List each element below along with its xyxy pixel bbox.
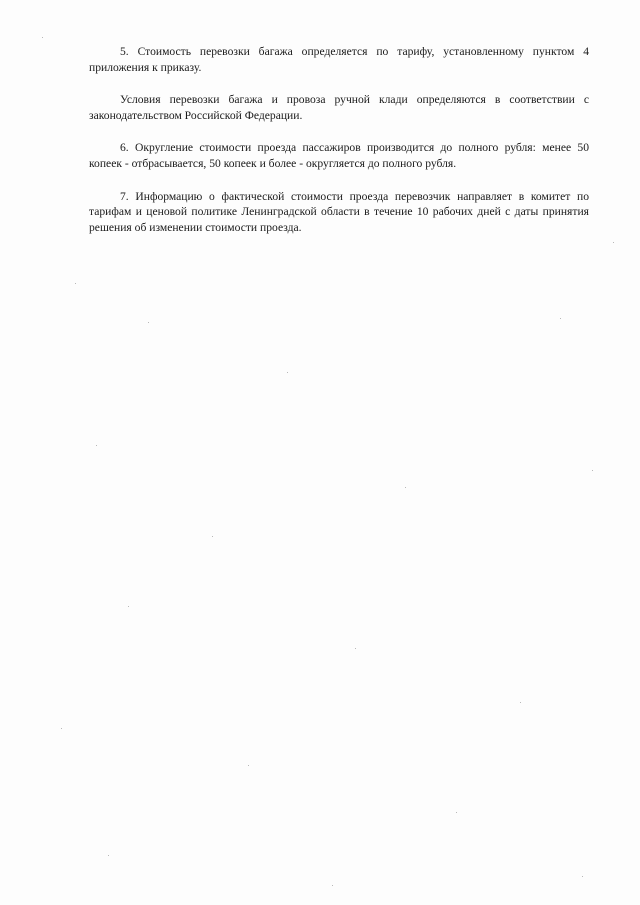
scan-speck [332,885,333,886]
paragraph-baggage-conditions: Условия перевозки багажа и провоза ручной клади определяются в соответствии с законодательством Российской Федерации. [89,93,589,122]
scan-speck [248,765,249,766]
scan-speck [560,318,561,319]
paragraph-baggage-cost: 5. Стоимость перевозки багажа определяется по тарифу, установленному пунктом 4 приложения к приказу. [89,45,589,74]
scan-speck [96,445,97,446]
scan-speck [287,372,288,373]
scan-speck [61,728,62,729]
scan-speck [613,242,614,243]
scan-speck [108,855,109,856]
scan-speck [128,606,129,607]
scan-speck [42,37,43,38]
paragraph-fare-information: 7. Информацию о фактической стоимости проезда перевозчик направляет в комитет по тарифам и ценовой политике Ленинградской области в течение 10 рабочих дней с даты принятия решения об изменении стоимости проезда. [89,189,589,234]
scan-speck [75,283,76,284]
scan-speck [456,812,457,813]
scan-speck [592,470,593,471]
scan-speck [148,322,149,323]
document-body [89,44,589,252]
scan-speck [582,876,583,877]
scan-speck [355,648,356,649]
scan-speck [520,702,521,703]
paragraph-fare-rounding: 6. Округление стоимости проезда пассажиров производится до полного рубля: менее 50 копеек - отбрасывается, 50 копеек и более - округляется до полного рубля. [89,141,589,170]
scan-speck [405,487,406,488]
scan-speck [212,536,213,537]
